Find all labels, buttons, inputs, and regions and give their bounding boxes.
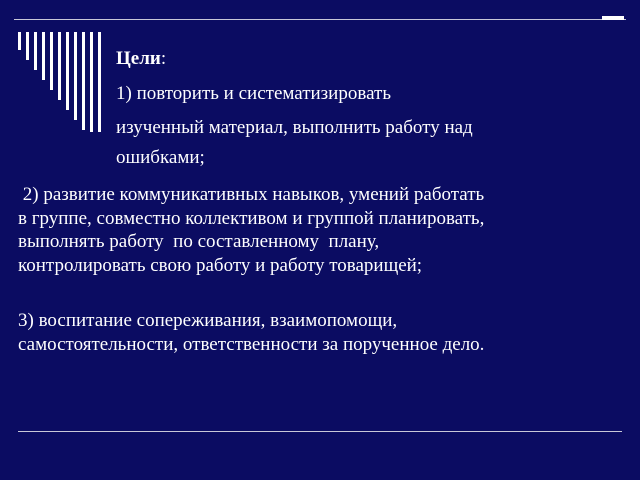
goal-2-line: 2) развитие коммуникативных навыков, умений работать <box>18 184 485 205</box>
goal-3-line: самостоятельности, ответственности за порученное дело. <box>18 333 485 355</box>
stripe <box>74 32 77 120</box>
stripe <box>98 32 101 132</box>
top-rule-accent <box>602 16 624 20</box>
goal-3-line: 3) воспитание сопереживания, взаимопомощи, <box>18 310 398 331</box>
decorative-stripes <box>0 0 110 140</box>
stripe <box>90 32 93 132</box>
stripe <box>26 32 29 60</box>
goal-1-line-1: 1) повторить и систематизировать <box>116 83 391 104</box>
stripe <box>42 32 45 80</box>
stripe <box>18 32 21 50</box>
stripe <box>66 32 69 110</box>
goal-2-line: контролировать свою работу и работу товарищей; <box>18 254 423 276</box>
heading-colon: : <box>160 48 167 69</box>
goal-2-paragraph <box>18 183 484 277</box>
goal-2-line: в группе, совместно коллективом и группой планировать, <box>18 207 485 229</box>
stripe <box>34 32 37 70</box>
goal-3-paragraph <box>18 309 484 356</box>
stripe <box>82 32 85 130</box>
stripe <box>50 32 53 90</box>
heading-text: Цели <box>116 48 161 69</box>
bottom-rule <box>18 431 622 432</box>
goal-1-line-3: ошибками; <box>116 147 205 168</box>
goal-1-line-2: изученный материал, выполнить работу над <box>116 117 473 138</box>
stripe <box>58 32 61 100</box>
goal-2-line: выполнять работу по составленному плану, <box>18 231 380 252</box>
slide-heading <box>116 47 166 70</box>
